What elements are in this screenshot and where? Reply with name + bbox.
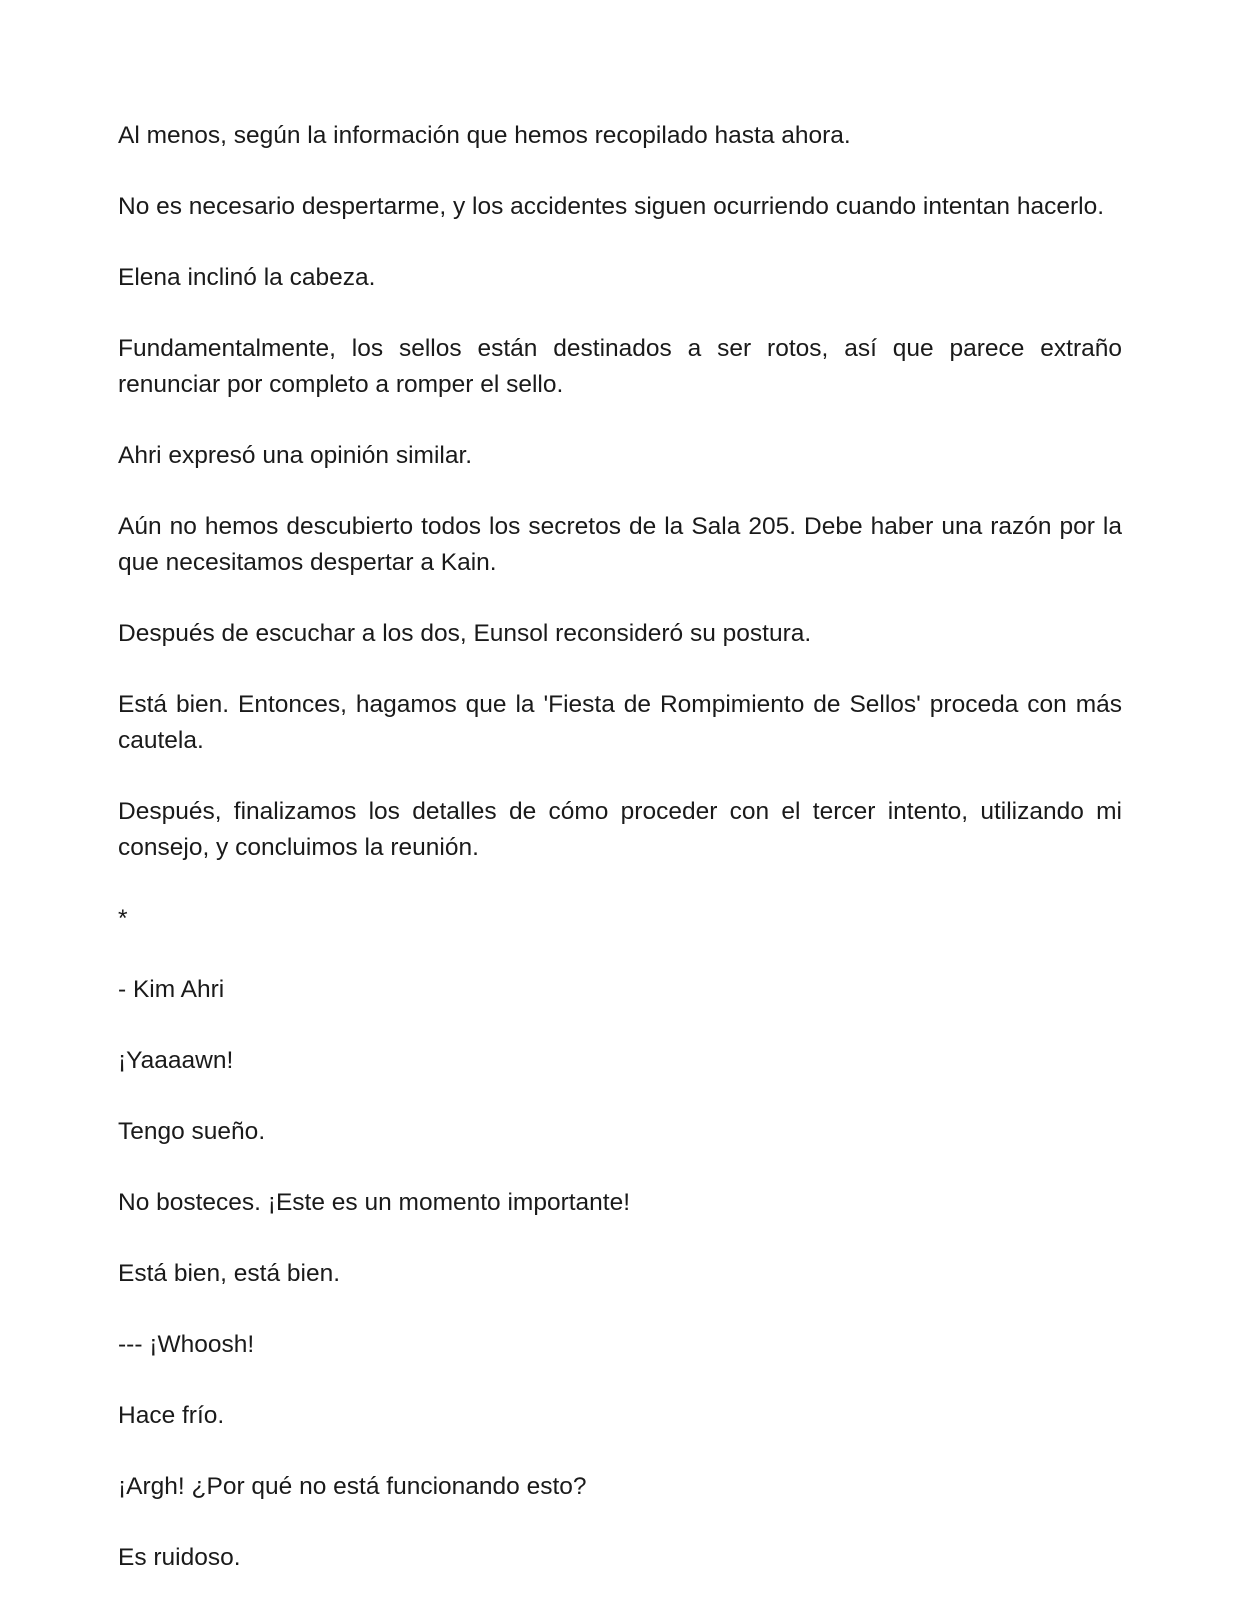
body-text xyxy=(118,118,1122,1611)
paragraph: --- ¡Whoosh! xyxy=(118,1331,255,1358)
paragraph: Está bien, está bien. xyxy=(118,1260,341,1287)
paragraph: Ahri expresó una opinión similar. xyxy=(118,442,473,469)
paragraph: Después de escuchar a los dos, Eunsol reconsideró su postura. xyxy=(118,620,812,647)
pov-heading: - Kim Ahri xyxy=(118,976,225,1003)
paragraph: ¡Argh! ¿Por qué no está funcionando esto? xyxy=(118,1473,587,1500)
scene-break: * xyxy=(118,905,128,932)
paragraph: ¡Yaaaawn! xyxy=(118,1047,234,1074)
paragraph: No bosteces. ¡Este es un momento importante! xyxy=(118,1189,631,1216)
paragraph: Está bien. Entonces, hagamos que la 'Fiesta de Rompimiento de Sellos' proceda con más cautela. xyxy=(118,691,1122,754)
paragraph: Elena inclinó la cabeza. xyxy=(118,264,376,291)
paragraph: No es necesario despertarme, y los accidentes siguen ocurriendo cuando intentan hacerlo. xyxy=(118,193,1105,220)
paragraph: Aún no hemos descubierto todos los secretos de la Sala 205. Debe haber una razón por la que necesitamos despertar a Kain. xyxy=(118,513,1122,576)
paragraph: Al menos, según la información que hemos recopilado hasta ahora. xyxy=(118,122,851,149)
paragraph: Fundamentalmente, los sellos están destinados a ser rotos, así que parece extraño renunciar por completo a romper el sello. xyxy=(118,335,1122,398)
paragraph: Es ruidoso. xyxy=(118,1544,241,1571)
paragraph: Tengo sueño. xyxy=(118,1118,266,1145)
paragraph: Después, finalizamos los detalles de cómo proceder con el tercer intento, utilizando mi consejo, y concluimos la reunión. xyxy=(118,798,1122,861)
paragraph: Hace frío. xyxy=(118,1402,225,1429)
